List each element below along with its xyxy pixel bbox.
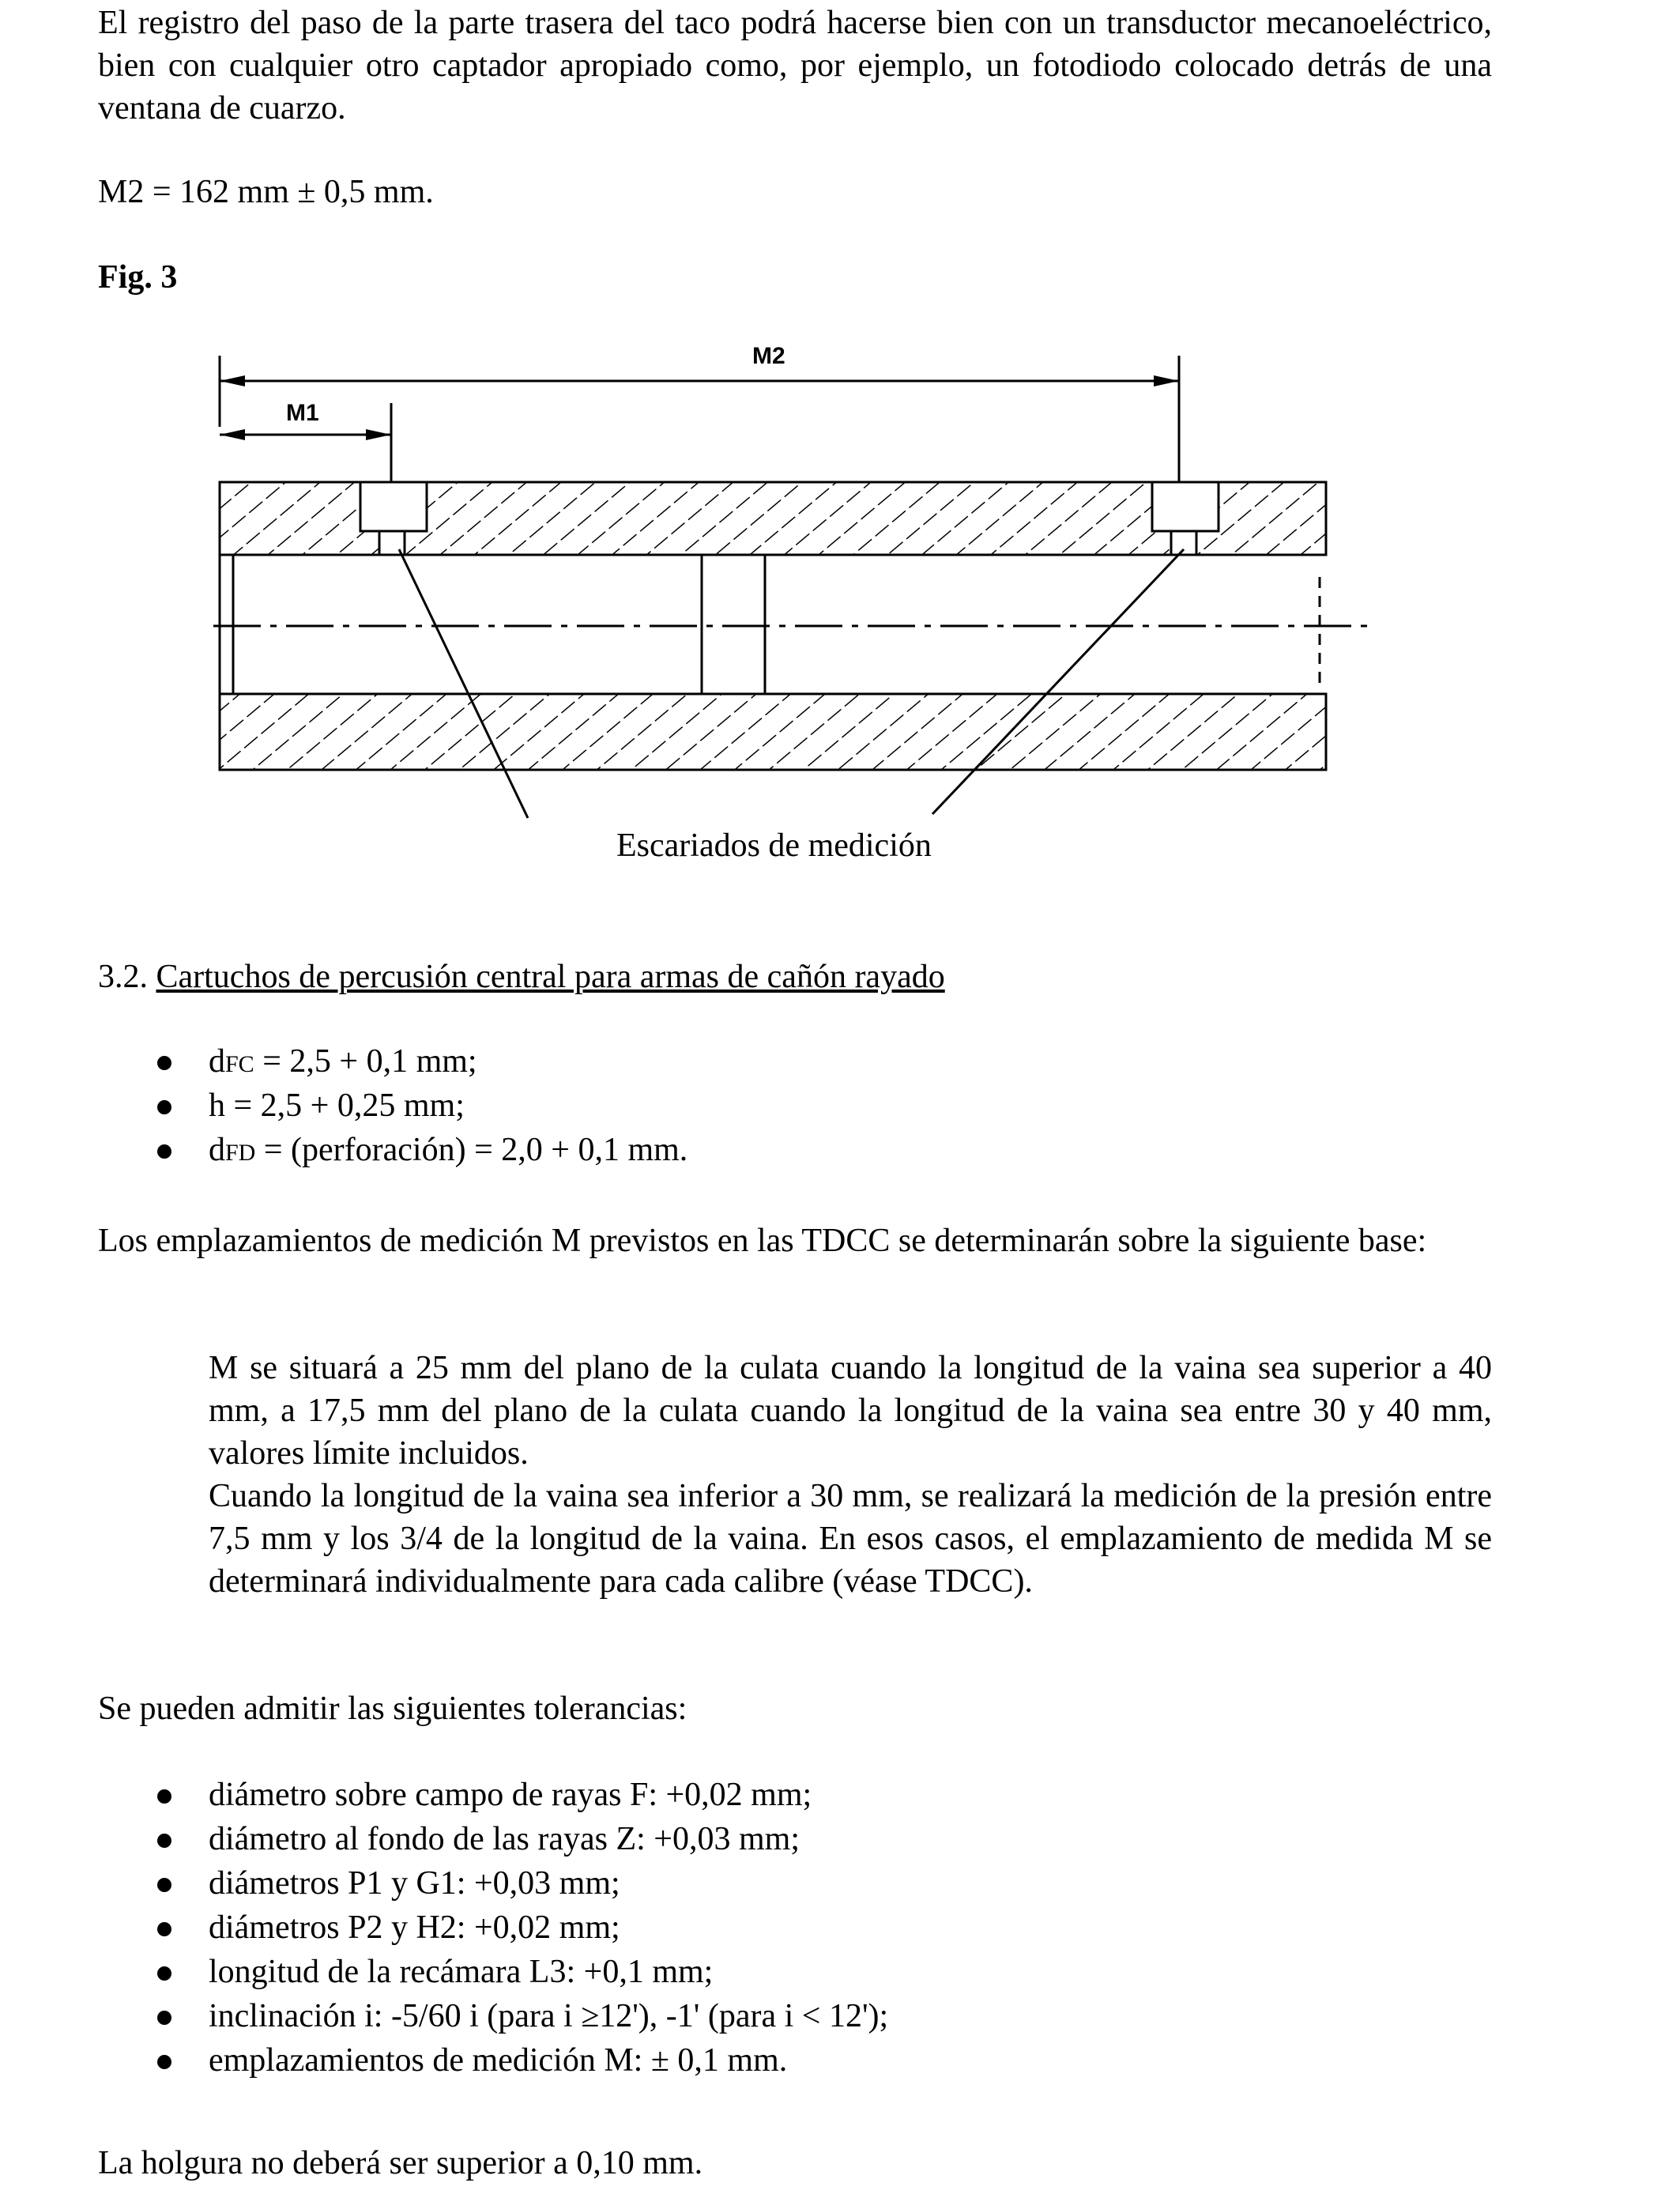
tolerance-item: inclinación i: -5/60 i (para i ≥12'), -1' (para i < 12'); [98,1995,888,2039]
indented-block-1: M se situará a 25 mm del plano de la culata cuando la longitud de la vaina sea superior a 40 mm, a 17,5 mm del plano de la culata cuando la longitud de la vaina sea entre 30 y 40 mm, valores límite incluidos. [209,1350,1492,1472]
clearance-paragraph: La holgura no deberá ser superior a 0,10 mm. [98,2145,703,2181]
bottom-wall [220,694,1326,770]
tolerances-intro: Se pueden admitir las siguientes tolerancias: [98,1691,687,1727]
cartridge-spec-item [98,1129,687,1173]
cross-section-figure [213,340,1367,822]
indented-block-2: Cuando la longitud de la vaina sea inferior a 30 mm, se realizará la medición de la presión entre 7,5 mm y los 3/4 de la longitud de la vaina. En esos casos, el emplazamiento de medida M se determinará individualmente para cada calibre (véase TDCC). [209,1478,1492,1600]
section-title: Cartuchos de percusión central para armas de cañón rayado [156,959,945,995]
tolerance-item: diámetro sobre campo de rayas F: +0,02 mm; [98,1774,888,1818]
section-number: 3.2. [98,959,148,995]
dimension-arrows [220,375,1179,440]
spec-text-rest: = (perforación) = 2,0 + 0,1 mm. [255,1132,688,1168]
bore [213,555,1367,694]
cartridge-spec-item [98,1084,687,1129]
tolerance-item: emplazamientos de medición M: ± 0,1 mm. [98,2039,888,2083]
cartridge-spec-item [98,1040,687,1084]
spec-text: d [209,1043,225,1080]
tolerance-item: longitud de la recámara L3: +0,1 mm; [98,1951,888,1995]
section-heading [98,956,945,998]
dimension-m2-label: M2 [752,343,785,369]
tolerance-item: diámetro al fondo de las rayas Z: +0,03 mm; [98,1818,888,1862]
tolerance-item: diámetros P2 y H2: +0,02 mm; [98,1906,888,1951]
spec-text: d [209,1132,225,1168]
locations-paragraph: Los emplazamientos de medición M previstos en las TDCC se determinarán sobre la siguiente base: [98,1223,1427,1259]
tolerance-item: diámetros P1 y G1: +0,03 mm; [98,1862,888,1906]
intro-paragraph: El registro del paso de la parte trasera del taco podrá hacerse bien con un transductor mecanoeléctrico, bien con cualquier otro captador apropiado como, por ejemplo, un fotodiodo colocado detrás de una ventana de cuarzo. [98,5,1492,126]
spec-subscript: FD [225,1140,256,1166]
cartridge-spec-list [98,1040,687,1173]
m2-value: M2 = 162 mm ± 0,5 mm. [98,174,434,210]
dimension-m1-label: M1 [286,400,319,426]
figure-caption: Escariados de medición [616,827,932,864]
leader-lines [399,549,1184,818]
spec-subscript: FC [225,1051,254,1077]
spec-text-rest: = 2,5 + 0,1 mm; [254,1043,477,1080]
figure-label: Fig. 3 [98,259,178,296]
tolerances-list [98,1774,888,2083]
spec-text: h = 2,5 + 0,25 mm; [209,1088,465,1124]
